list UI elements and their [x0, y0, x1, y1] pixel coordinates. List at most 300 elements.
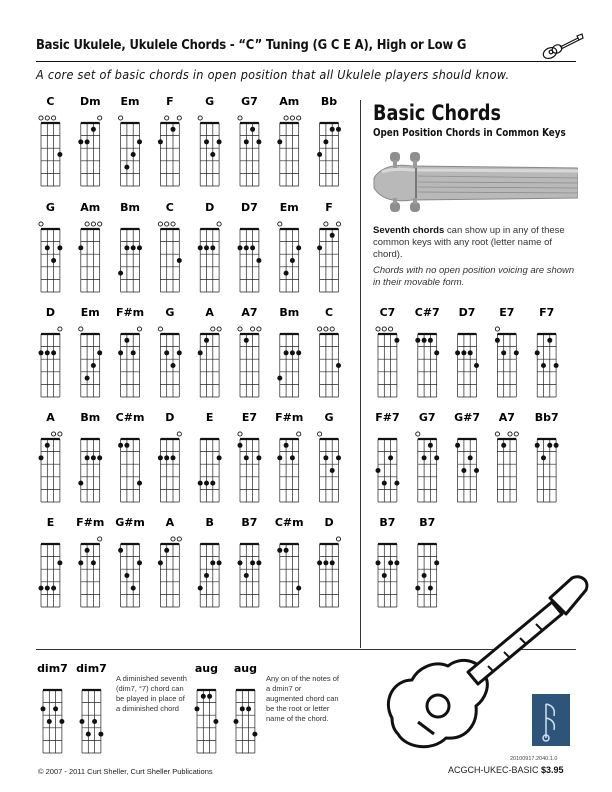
open-string-marker [98, 222, 102, 226]
finger-dot [277, 139, 282, 144]
chord-diagram [198, 516, 222, 607]
finger-dot [434, 560, 439, 565]
finger-dot [244, 139, 249, 144]
finger-dot [86, 732, 91, 737]
open-string-marker [171, 222, 175, 226]
chord-diagram [76, 662, 107, 753]
finger-dot [118, 443, 123, 448]
finger-dot [210, 245, 215, 250]
finger-dot [238, 443, 243, 448]
open-string-marker [514, 432, 518, 436]
finger-dot [244, 245, 249, 250]
finger-dot [45, 586, 50, 591]
finger-dot [256, 139, 261, 144]
open-string-marker [119, 116, 123, 120]
finger-dot [277, 455, 282, 460]
open-string-marker [382, 327, 386, 331]
chord-diagram [415, 306, 440, 397]
open-string-marker [251, 327, 255, 331]
finger-dot [80, 719, 85, 724]
chord-name: A [165, 516, 175, 529]
finger-dot [131, 350, 136, 355]
chord-name: B7 [241, 516, 258, 529]
chord-name: C#7 [414, 306, 440, 319]
finger-dot [296, 350, 301, 355]
finger-dot [51, 258, 56, 263]
finger-dot [244, 573, 249, 578]
open-string-marker [52, 116, 56, 120]
chord-name: C7 [379, 306, 396, 319]
panel-title: Basic Chords [373, 101, 501, 125]
chord-diagram [535, 411, 559, 502]
finger-dot [118, 350, 123, 355]
chord-diagram [198, 95, 222, 186]
open-string-marker [45, 116, 49, 120]
finger-dot [118, 548, 123, 553]
finger-dot [85, 548, 90, 553]
publisher-logo-icon [532, 694, 570, 746]
finger-dot [535, 350, 540, 355]
chord-name: Bm [120, 201, 140, 214]
open-string-marker [376, 327, 380, 331]
finger-dot [415, 338, 420, 343]
finger-dot [124, 443, 129, 448]
open-string-marker [177, 537, 181, 541]
open-string-marker [39, 222, 43, 226]
chord-diagram [39, 201, 63, 292]
finger-dot [171, 127, 176, 132]
finger-dot [290, 455, 295, 460]
chord-diagram [238, 411, 262, 502]
finger-dot [541, 363, 546, 368]
chord-diagram [39, 516, 63, 607]
finger-dot [39, 455, 44, 460]
finger-dot [207, 694, 212, 699]
finger-dot [461, 468, 466, 473]
chord-name: G [205, 95, 215, 108]
chord-diagram [39, 411, 63, 502]
chord-name: G7 [241, 95, 258, 108]
chord-name: B7 [379, 516, 396, 529]
chord-name: G7 [418, 411, 436, 424]
finger-dot [317, 560, 322, 565]
open-string-marker [58, 432, 62, 436]
chord-diagram [198, 201, 222, 292]
finger-dot [118, 271, 123, 276]
finger-dot [554, 363, 559, 368]
finger-dot [39, 350, 44, 355]
chord-name: E7 [499, 306, 515, 319]
finger-dot [234, 719, 239, 724]
chord-diagram [376, 306, 400, 397]
chord-name: Bm [80, 411, 101, 424]
finger-dot [250, 560, 255, 565]
finger-dot [213, 719, 218, 724]
chord-name: C#m [115, 411, 145, 424]
chord-name: C [325, 306, 334, 319]
chord-name: F#m [275, 411, 304, 424]
chord-name: B [205, 516, 214, 529]
chord-diagram [317, 95, 341, 186]
open-string-marker [158, 222, 162, 226]
finger-dot [204, 338, 209, 343]
open-string-marker [495, 432, 499, 436]
open-string-marker [495, 327, 499, 331]
finger-dot [535, 443, 540, 448]
open-string-marker [284, 116, 288, 120]
chord-name: A7 [241, 306, 258, 319]
chord-diagram [158, 516, 182, 607]
finger-dot [57, 152, 62, 157]
finger-dot [240, 706, 245, 711]
finger-dot [284, 443, 289, 448]
finger-dot [394, 481, 399, 486]
open-string-marker [416, 432, 420, 436]
chord-diagram [198, 411, 222, 502]
finger-dot [47, 719, 52, 724]
page-subtitle: A core set of basic chords in open position that all Ukulele players should know. [36, 68, 510, 82]
chord-name: F#7 [375, 411, 400, 424]
finger-dot [428, 338, 433, 343]
ukulele-headstock-icon [372, 146, 578, 218]
finger-dot [137, 245, 142, 250]
open-string-marker [336, 537, 340, 541]
finger-dot [198, 245, 203, 250]
chord-name: aug [194, 662, 219, 675]
chord-name: Am [279, 95, 300, 108]
chord-name: dim7 [37, 662, 68, 675]
finger-dot [336, 127, 341, 132]
chord-name: D [165, 411, 175, 424]
finger-dot [51, 586, 56, 591]
finger-dot [238, 245, 243, 250]
finger-dot [422, 338, 427, 343]
finger-dot [124, 573, 129, 578]
chord-name: A [46, 411, 55, 424]
chord-name: Em [120, 95, 140, 108]
chord-diagram [238, 95, 262, 186]
chord-name: C#m [274, 516, 304, 529]
chord-name: G [45, 201, 55, 214]
open-string-marker [39, 116, 43, 120]
chord-name: Dm [79, 95, 101, 108]
chord-diagram [116, 411, 145, 502]
panel-subtitle: Open Position Chords in Common Keys [373, 127, 566, 139]
finger-dot [164, 548, 169, 553]
finger-dot [422, 455, 427, 460]
finger-dot [78, 245, 83, 250]
chord-diagram [37, 662, 68, 753]
finger-dot [256, 258, 261, 263]
finger-dot [131, 152, 136, 157]
open-string-marker [91, 222, 95, 226]
open-string-marker [508, 432, 512, 436]
finger-dot [131, 245, 136, 250]
chord-name: Bb [320, 95, 338, 108]
chord-name: C [165, 201, 174, 214]
open-string-marker [297, 116, 301, 120]
chord-diagram [275, 516, 304, 607]
finger-dot [547, 443, 552, 448]
open-string-marker [177, 116, 181, 120]
open-string-marker [324, 222, 328, 226]
chord-name: Bm [279, 306, 300, 319]
finger-dot [53, 706, 58, 711]
open-string-marker [177, 432, 181, 436]
chord-name: D7 [458, 306, 476, 319]
chord-diagram [79, 306, 102, 397]
chord-name: G [324, 411, 334, 424]
open-string-marker [318, 432, 322, 436]
finger-dot [330, 560, 335, 565]
chord-name: D7 [241, 201, 258, 214]
finger-dot [336, 363, 341, 368]
open-string-marker [85, 222, 89, 226]
finger-dot [171, 455, 176, 460]
chord-name: E [205, 411, 214, 424]
finger-dot [244, 338, 249, 343]
chord-diagram [318, 411, 342, 502]
chord-diagram [495, 411, 518, 502]
chord-diagram [158, 411, 182, 502]
finger-dot [59, 719, 64, 724]
finger-dot [376, 560, 381, 565]
finger-dot [388, 560, 393, 565]
finger-dot [137, 560, 142, 565]
chord-name: D [205, 201, 215, 214]
finger-dot [330, 468, 335, 473]
finger-dot [256, 560, 261, 565]
chord-name: G#m [115, 516, 145, 529]
chord-diagram [318, 306, 342, 397]
chord-name: D [45, 306, 56, 319]
open-string-marker [238, 432, 242, 436]
finger-dot [97, 350, 102, 355]
finger-dot [541, 455, 546, 460]
chord-diagram [317, 201, 341, 292]
finger-dot [514, 350, 519, 355]
finger-dot [323, 139, 328, 144]
chord-name: Bb7 [534, 411, 559, 424]
finger-dot [317, 152, 322, 157]
finger-dot [495, 338, 500, 343]
product-code-text: ACGCH-UKEC-BASIC [448, 765, 539, 775]
finger-dot [158, 455, 163, 460]
chord-diagram [158, 306, 182, 397]
diminished-note: A diminished seventh (dim7, °7) chord can be played in place of a diminished chord [116, 674, 187, 713]
finger-dot [284, 548, 289, 553]
chord-name: G#7 [454, 411, 481, 424]
chord-diagram [317, 516, 341, 607]
chord-diagram [277, 306, 301, 397]
chord-diagram [238, 306, 261, 397]
open-string-marker [217, 222, 221, 226]
chord-name: D [324, 516, 334, 529]
finger-dot [204, 573, 209, 578]
seventh-chords-text: can show up in any of these common keys with any root (letter name of chord). [373, 225, 565, 260]
finger-dot [164, 455, 169, 460]
finger-dot [250, 127, 255, 132]
finger-dot [394, 338, 399, 343]
open-string-marker [217, 327, 221, 331]
finger-dot [204, 481, 209, 486]
finger-dot [317, 245, 322, 250]
finger-dot [296, 245, 301, 250]
finger-dot [45, 443, 50, 448]
finger-dot [210, 560, 215, 565]
chord-diagram [278, 201, 302, 292]
finger-dot [57, 560, 62, 565]
finger-dot [474, 468, 479, 473]
finger-dot [428, 443, 433, 448]
product-code [448, 765, 564, 775]
finger-dot [158, 139, 163, 144]
finger-dot [131, 586, 136, 591]
chord-diagram [238, 516, 262, 607]
finger-dot [210, 481, 215, 486]
finger-dot [336, 455, 341, 460]
finger-dot [85, 376, 90, 381]
chord-diagram [495, 306, 519, 397]
finger-dot [323, 455, 328, 460]
open-string-marker [330, 327, 334, 331]
finger-dot [217, 560, 222, 565]
open-string-marker [238, 327, 242, 331]
chord-diagram [78, 411, 102, 502]
finger-dot [201, 694, 206, 699]
finger-dot [91, 127, 96, 132]
finger-dot [434, 455, 439, 460]
finger-dot [51, 350, 56, 355]
finger-dot [98, 732, 103, 737]
chord-diagram [116, 306, 144, 397]
open-string-marker [198, 116, 202, 120]
chord-diagram [39, 306, 63, 397]
chord-name: Em [80, 306, 100, 319]
chord-name: aug [233, 662, 258, 675]
open-string-marker [98, 537, 102, 541]
finger-dot [210, 152, 215, 157]
finger-dot [85, 455, 90, 460]
finger-dot [45, 245, 50, 250]
finger-dot [78, 139, 83, 144]
open-string-marker [297, 432, 301, 436]
finger-dot [376, 468, 381, 473]
finger-dot [501, 350, 506, 355]
finger-dot [92, 719, 97, 724]
chord-diagram [78, 95, 101, 186]
chord-name: A7 [498, 411, 515, 424]
chord-name: Am [80, 201, 101, 214]
finger-dot [204, 139, 209, 144]
finger-dot [78, 481, 83, 486]
finger-dot [284, 271, 289, 276]
copyright-notice: © 2007 - 2011 Curt Sheller, Curt Sheller Publications [38, 767, 213, 776]
finger-dot [455, 350, 460, 355]
finger-dot [39, 586, 44, 591]
chord-diagram [118, 201, 142, 292]
finger-dot [277, 548, 282, 553]
open-string-marker [389, 327, 393, 331]
movable-form-note: Chords with no open position voicing are shown in their movable form. [373, 265, 575, 288]
finger-dot [277, 376, 282, 381]
finger-dot [238, 560, 243, 565]
finger-dot [330, 233, 335, 238]
finger-dot [198, 481, 203, 486]
finger-dot [468, 455, 473, 460]
chord-name: F#m [76, 516, 105, 529]
finger-dot [97, 455, 102, 460]
chord-diagram [416, 411, 440, 502]
open-string-marker [165, 116, 169, 120]
finger-dot [250, 245, 255, 250]
chord-name: Em [279, 201, 299, 214]
finger-dot [158, 560, 163, 565]
open-string-marker [58, 327, 62, 331]
chord-name: dim7 [76, 662, 107, 675]
open-string-marker [79, 327, 83, 331]
chord-name: A [205, 306, 214, 319]
finger-dot [41, 706, 46, 711]
finger-dot [198, 586, 203, 591]
finger-dot [177, 258, 182, 263]
print-code: 20100917.2040.1.0 [510, 756, 558, 762]
finger-dot [171, 363, 176, 368]
chord-diagram [195, 662, 219, 753]
finger-dot [256, 455, 261, 460]
chord-name: F [325, 201, 333, 214]
chord-name: F7 [539, 306, 555, 319]
chord-diagram [234, 662, 258, 753]
chord-diagram [535, 306, 559, 397]
chord-diagram [158, 95, 182, 186]
chord-diagram [275, 411, 303, 502]
open-string-marker [324, 327, 328, 331]
open-string-marker [98, 116, 102, 120]
finger-dot [124, 165, 129, 170]
finger-dot [501, 443, 506, 448]
finger-dot [455, 443, 460, 448]
open-string-marker [171, 537, 175, 541]
finger-dot [85, 139, 90, 144]
open-string-marker [137, 327, 141, 331]
chord-name: F [166, 95, 174, 108]
open-string-marker [238, 116, 242, 120]
finger-dot [388, 455, 393, 460]
finger-dot [394, 560, 399, 565]
chord-diagram [158, 201, 182, 292]
finger-dot [290, 350, 295, 355]
open-string-marker [257, 327, 261, 331]
finger-dot [246, 706, 251, 711]
finger-dot [124, 338, 129, 343]
finger-dot [434, 350, 439, 355]
open-string-marker [52, 432, 56, 436]
chord-diagram [76, 516, 104, 607]
finger-dot [78, 560, 83, 565]
finger-dot [217, 455, 222, 460]
open-string-marker [318, 327, 322, 331]
chord-diagram [78, 201, 101, 292]
finger-dot [244, 455, 249, 460]
open-string-marker [336, 222, 340, 226]
finger-dot [137, 139, 142, 144]
finger-dot [554, 443, 559, 448]
augmented-note: Any on of the notes of a dmin7 or augmented chord can be the root or letter name of the chord. [266, 674, 339, 723]
open-string-marker [165, 222, 169, 226]
finger-dot [45, 350, 50, 355]
finger-dot [284, 350, 289, 355]
